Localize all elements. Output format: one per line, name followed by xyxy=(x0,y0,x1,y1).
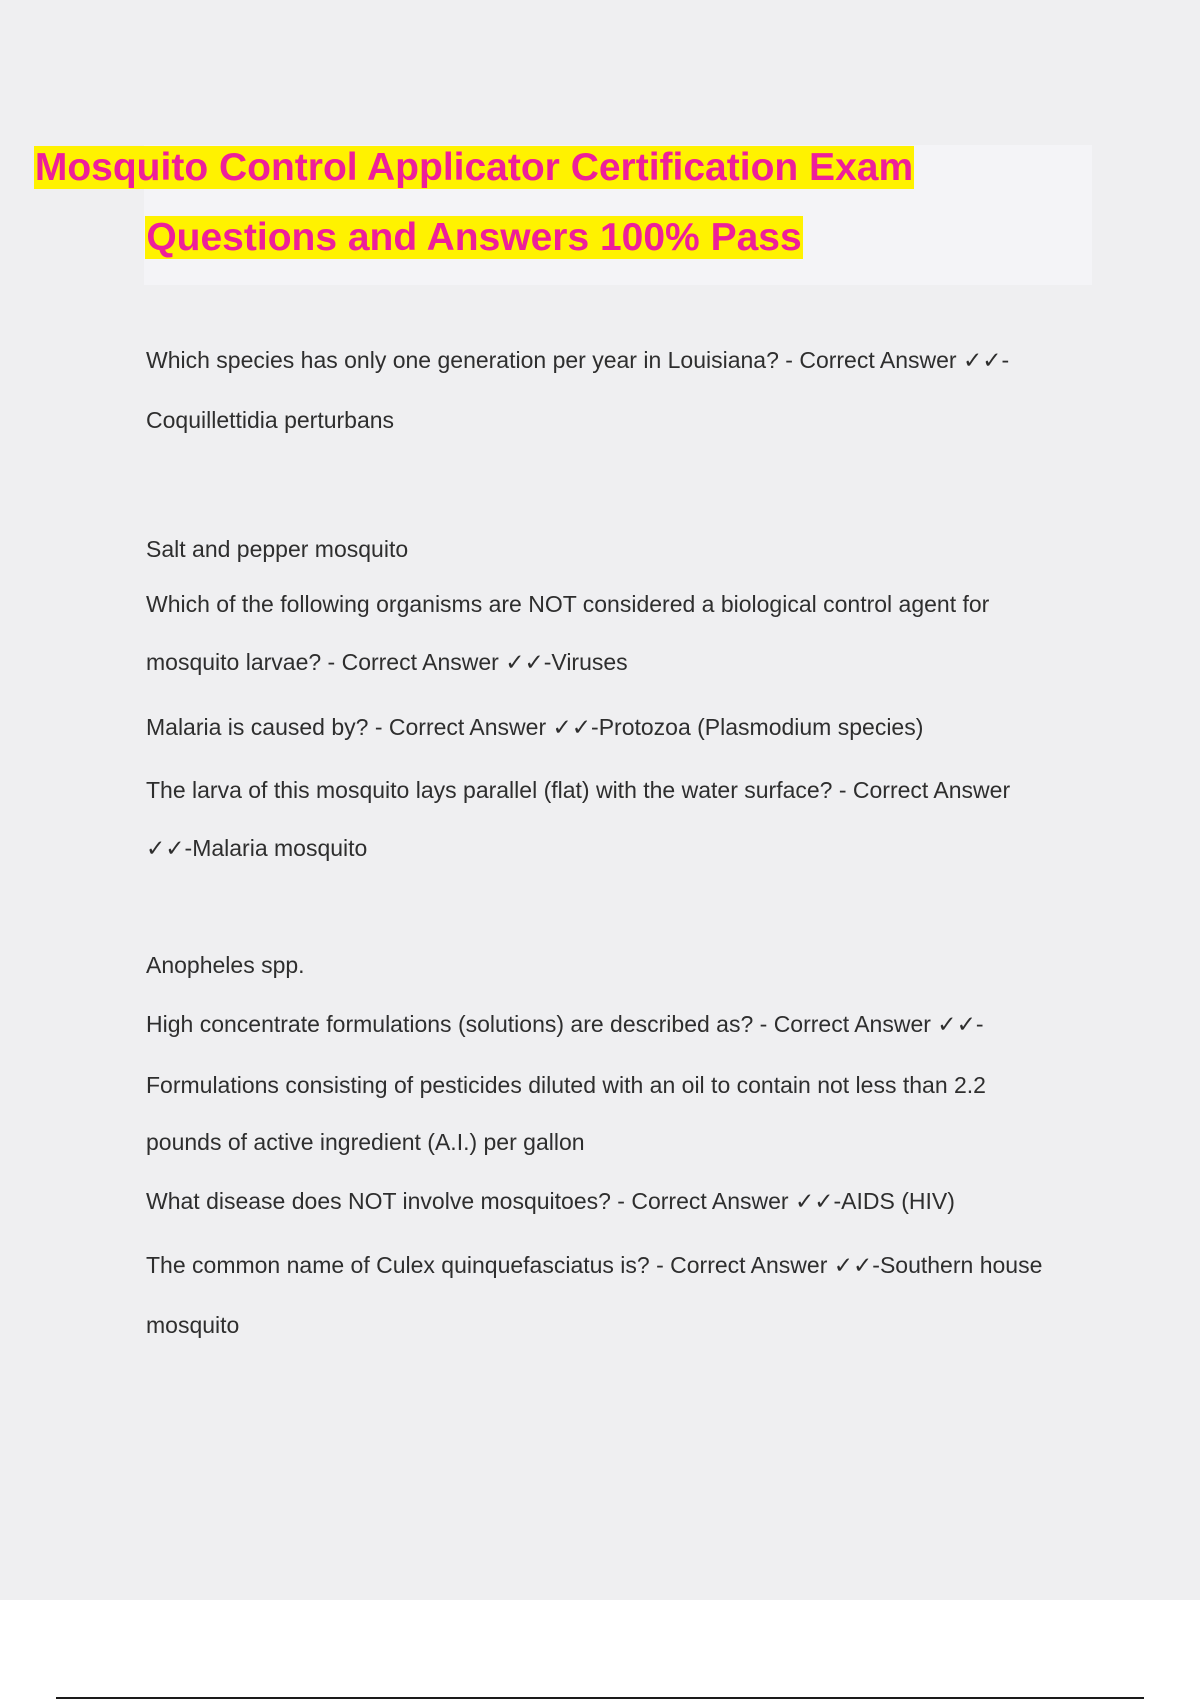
answer-line: Formulations consisting of pesticides diluted with an oil to contain not less than 2.2 xyxy=(146,1072,986,1098)
question-line: Which of the following organisms are NOT considered a biological control agent for xyxy=(146,591,990,617)
answer-line: Coquillettidia perturbans xyxy=(146,407,395,433)
answer-line: ✓✓-Malaria mosquito xyxy=(146,835,368,861)
answer-line: Anopheles spp. xyxy=(146,952,305,978)
answer-line: mosquito xyxy=(146,1312,240,1338)
title-text-2: Questions and Answers 100% Pass xyxy=(146,216,802,259)
question-line: The larva of this mosquito lays parallel (flat) with the water surface? - Correct Answer xyxy=(146,777,1011,803)
question-line: Which species has only one generation per year in Louisiana? - Correct Answer ✓✓- xyxy=(146,347,1010,373)
title-line-1 xyxy=(0,145,948,191)
answer-line: Salt and pepper mosquito xyxy=(146,536,409,562)
title-text-1: Mosquito Control Applicator Certification Exam xyxy=(34,146,914,189)
question-line: Malaria is caused by? - Correct Answer ✓✓-Protozoa (Plasmodium species) xyxy=(146,714,924,740)
question-line: High concentrate formulations (solutions) are described as? - Correct Answer ✓✓- xyxy=(146,1011,984,1037)
question-line: The common name of Culex quinquefasciatus is? - Correct Answer ✓✓-Southern house xyxy=(146,1252,1043,1278)
question-line: What disease does NOT involve mosquitoes? - Correct Answer ✓✓-AIDS (HIV) xyxy=(146,1188,955,1214)
bottom-divider xyxy=(56,1697,1144,1699)
question-line: mosquito larvae? - Correct Answer ✓✓-Viruses xyxy=(146,649,628,675)
title-line-2 xyxy=(0,215,948,261)
answer-line: pounds of active ingredient (A.I.) per gallon xyxy=(146,1129,585,1155)
